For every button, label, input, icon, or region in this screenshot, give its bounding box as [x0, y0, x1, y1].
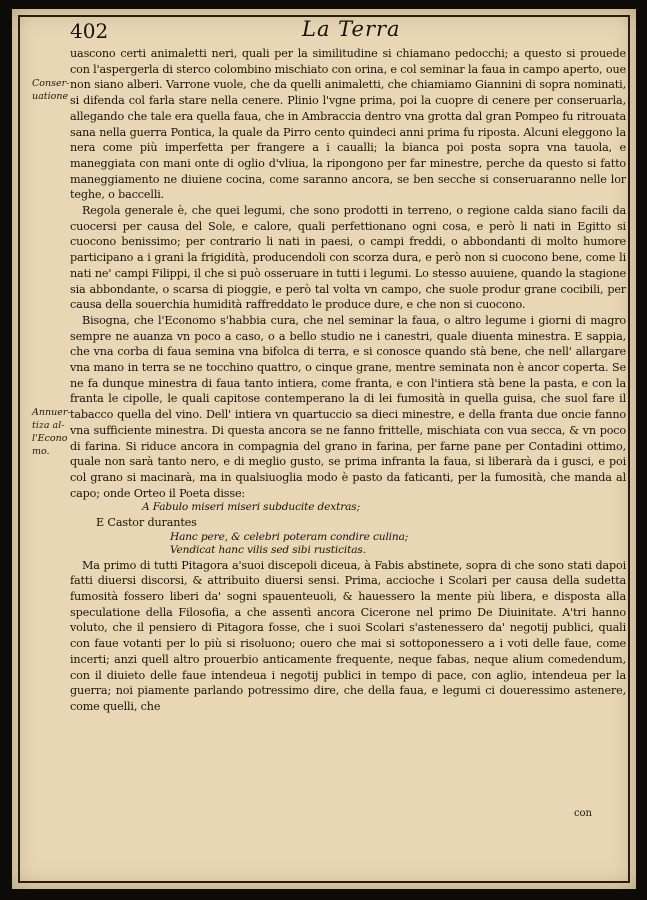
margin-note-conservatione: Conser- uatione: [32, 78, 70, 102]
margin-note-avvertenza: Annuer- tiza al- l'Econo mo.: [32, 407, 71, 457]
verse-line: Vendicat hanc vilis sed sibi rusticitas.: [170, 544, 366, 557]
body-text: [70, 46, 626, 715]
paragraph: uascono certi animaletti neri, quali per la similitudine si chiamano pedocchi; a questo si prouede con l'aspergerla di sterco colombino mischiato con orina, e col seminar la faua in campo aperto, oue non siano alberi. Varrone vuole, che da quelli animaletti, che chiamiamo Giannini di sopra nominati, si difenda col farla stare nella cenere. Plinio l'vgne prima, poi la cuopre di cenere per conseruarla, allegando che tale era quella faua, che in Ambraccia dentro vna grotta dal gran Pompeo fu ritrouata sana nella guerra Pontica, la quale da Pirro cento quindeci anni prima fu riposta. Alcuni eleggono la nera come più imperfetta per frangere a i caualli; la bianca poi posta sopra vna tauola, e maneggiata con mani onte di oglio d'vliua, la ripongono per far minestre, perche da questo si fatto maneggiamento ne diuiene cocina, come saranno ancora, se ben secche si conseruaranno nelle lor teghe, o baccelli.: [70, 47, 626, 202]
page-number: 402: [70, 19, 109, 43]
paragraph: Ma primo di tutti Pitagora a'suoi discepoli diceua, à Fabis abstinete, sopra di che sono stati dapoi fatti diuersi discorsi, & attribuito diuersi sensi. Prima, accioche i Scolari per causa della sudetta fumosità fossero liberi da' sogni spauenteuoli, & hauessero la mente più libera, e disposta alla speculatione della Filosofia, a che assentì ancora Cicerone nel primo De Diuinitate. A'tri hanno voluto, che il pensiero di Pitagora fosse, che i suoi Scolari s'astenessero da' negotij publici, quali con faue votanti per lo più si risoluono; ouero che mai si sottoponessero a i voti delle faue, come incerti; anzi quell altro prouerbio anticamente frequente, neque fabas, neque alium comedendum, con il diuieto delle faue intendeua i negotij publici in tempo di pace, con aglio, intendeua per la guerra; noi piamente parlando potressimo dire, che della faua, e legumi ci doueressimo astenere, come quelli, che: [70, 558, 626, 713]
verse-attribution: E Castor durantes: [96, 515, 197, 529]
verse-line: Hanc pere, & celebri poteram condire culina;: [170, 530, 409, 543]
paragraph: Bisogna, che l'Economo s'habbia cura, che nel seminar la faua, o altro legume i giorni di magro sempre ne auanza vn poco a caso, o a bello studio ne i canestri, quale diuenta minestra. E sappia, che vna corba di faua semina vna bifolca di terra, e si conosce quando stà bene, che nell' allargare vna mano in terra se ne tocchino quattro, o cinque grane, mentre seminata non è ancor coperta. Se ne fa dunque minestra di faua tanto intiera, come franta, e con l'intiera stà bene la pasta, e con la franta le cipolle, le quali capitose contemperano la di lei fumosità in quella guisa, che suol fare il tabacco quella del vino. Dell' intiera vn quartuccio sa dieci minestre, e della franta due oncie fanno vna sufficiente minestra. Di questa ancora se ne fanno frittelle, mischiata con vua secca, & vn poco di farina. Si riduce ancora in compagnia del grano in farina, per farne pane per Contadini ottimo, quale non sarà tanto nero, e di meglio gusto, se prima infranta la faua, si liberarà da i gusci, e poi col grano si macinarà, ma in qualsiuoglia modo è pasto da faticanti, per la fumosità, che manda al capo; onde Orteo il Poeta disse:: [70, 313, 626, 500]
running-title: La Terra: [302, 17, 401, 41]
catchword: con: [573, 808, 592, 819]
book-page: [12, 9, 636, 889]
verse-line: A Fabulo miseri miseri subducite dextras;: [142, 501, 360, 514]
paragraph: Regola generale è, che quei legumi, che sono prodotti in terreno, o regione calda siano facili da cuocersi per causa del Sole, e calore, quali perfettionano ogni cosa, e però li nati in Egitto si cuocono benissimo; per contrario li nati in paesi, o campi freddi, o abbondanti di molto humore participano a i grani la frigidità, producendoli con scorza dura, e però non si cuocono bene, come li nati ne' campi Filippi, il che si può osseruare in tutti i legumi. Lo stesso auuiene, quando la stagione sia abbondante, o scarsa di pioggie, e però tal volta vn campo, che suole produr grane cocibili, per causa della souerchia humidità raffreddato le produce dure, e che non si cuocono.: [70, 204, 626, 312]
